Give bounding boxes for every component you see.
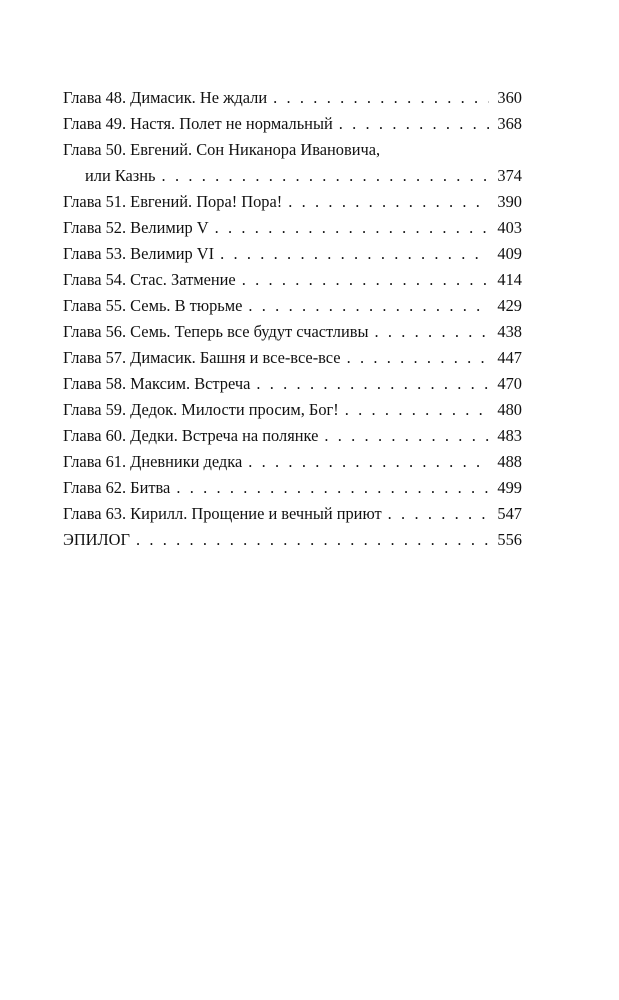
toc-entry-60[interactable] [63, 423, 522, 449]
toc-dot-leader [136, 527, 489, 553]
toc-dot-leader [215, 215, 489, 241]
toc-dot-leader [248, 449, 489, 475]
toc-entry-epilogue[interactable] [63, 527, 522, 553]
toc-page-number: 488 [497, 452, 522, 471]
toc-dot-leader [388, 501, 489, 527]
toc-page-number: 409 [497, 244, 522, 263]
toc-entry-title: Глава 58. Максим. Встреча [63, 374, 251, 393]
table-of-contents [63, 85, 522, 553]
toc-entry-title: Глава 54. Стас. Затмение [63, 270, 236, 289]
toc-entry-title: Глава 62. Битва [63, 478, 171, 497]
toc-entry-title: ЭПИЛОГ [63, 530, 130, 549]
toc-entry-59[interactable] [63, 397, 522, 423]
toc-entry-54[interactable] [63, 267, 522, 293]
toc-dot-leader [176, 475, 489, 501]
toc-entry-title: Глава 48. Димасик. Не ждали [63, 88, 268, 107]
toc-dot-leader [162, 163, 489, 189]
toc-page-number: 438 [497, 322, 522, 341]
toc-entry-title: Глава 55. Семь. В тюрьме [63, 296, 243, 315]
toc-entry-61[interactable] [63, 449, 522, 475]
toc-dot-leader [273, 85, 489, 111]
toc-entry-52[interactable] [63, 215, 522, 241]
toc-page-number: 547 [497, 504, 522, 523]
toc-entry-title: Глава 50. Евгений. Сон Никанора Ивановича, [63, 140, 381, 159]
toc-dot-leader [256, 371, 489, 397]
toc-dot-leader [242, 267, 489, 293]
toc-entry-58[interactable] [63, 371, 522, 397]
toc-entry-51[interactable] [63, 189, 522, 215]
toc-page-number: 470 [497, 374, 522, 393]
toc-dot-leader [339, 111, 489, 137]
toc-entry-57[interactable] [63, 345, 522, 371]
toc-entry-56[interactable] [63, 319, 522, 345]
toc-page-number: 556 [497, 530, 522, 549]
toc-page-number: 483 [497, 426, 522, 445]
toc-entry-55[interactable] [63, 293, 522, 319]
toc-page-number: 429 [497, 296, 522, 315]
toc-entry-title: Глава 60. Дедки. Встреча на полянке [63, 426, 319, 445]
toc-dot-leader [288, 189, 489, 215]
toc-page-number: 447 [497, 348, 522, 367]
toc-entry-49[interactable] [63, 111, 522, 137]
toc-page-number: 368 [497, 114, 522, 133]
toc-page-number: 403 [497, 218, 522, 237]
toc-entry-title: Глава 56. Семь. Теперь все будут счастливы [63, 322, 369, 341]
toc-dot-leader [248, 293, 489, 319]
toc-entry-title: Глава 49. Настя. Полет не нормальный [63, 114, 333, 133]
toc-entry-63[interactable] [63, 501, 522, 527]
toc-page-number: 414 [497, 270, 522, 289]
toc-entry-title: Глава 63. Кирилл. Прощение и вечный приют [63, 504, 382, 523]
toc-page-number: 499 [497, 478, 522, 497]
toc-entry-62[interactable] [63, 475, 522, 501]
toc-entry-title: Глава 61. Дневники дедка [63, 452, 243, 471]
toc-dot-leader [324, 423, 489, 449]
toc-entry-48[interactable] [63, 85, 522, 111]
toc-entry-title: Глава 52. Велимир V [63, 218, 209, 237]
toc-page-number: 480 [497, 400, 522, 419]
toc-page-number: 374 [497, 166, 522, 185]
toc-entry-50[interactable] [63, 137, 522, 189]
toc-dot-leader [347, 345, 489, 371]
toc-page-number: 360 [497, 88, 522, 107]
toc-entry-title: Глава 57. Димасик. Башня и все-все-все [63, 348, 341, 367]
toc-entry-53[interactable] [63, 241, 522, 267]
toc-entry-title: Глава 53. Велимир VI [63, 244, 215, 263]
toc-entry-title: Глава 51. Евгений. Пора! Пора! [63, 192, 283, 211]
toc-entry-title-continuation: или Казнь [85, 166, 156, 185]
toc-page-number: 390 [497, 192, 522, 211]
toc-dot-leader [345, 397, 489, 423]
toc-dot-leader [374, 319, 489, 345]
toc-entry-title: Глава 59. Дедок. Милости просим, Бог! [63, 400, 339, 419]
toc-dot-leader [220, 241, 489, 267]
